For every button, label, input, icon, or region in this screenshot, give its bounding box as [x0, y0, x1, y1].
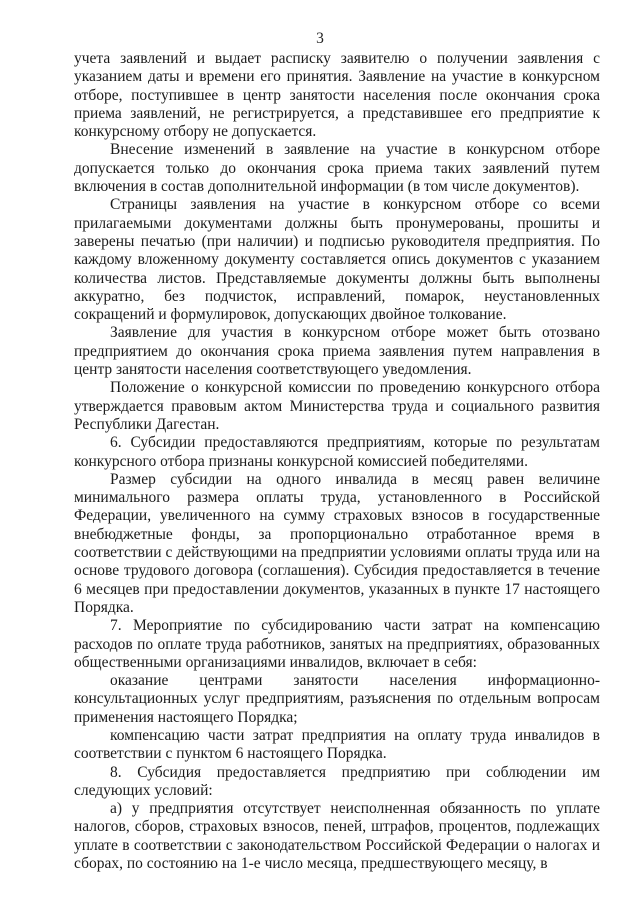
page-number: 3	[316, 30, 324, 47]
paragraph: Положение о конкурсной комиссии по проведению конкурсного отбора утверждается правовым актом Министерства труда и социального развития Республики Дагестан.	[74, 379, 600, 433]
paragraph: учета заявлений и выдает расписку заявителю о получении заявления с указанием даты и времени его принятия. Заявление на участие в конкурсном отборе, поступившее в центр занятости населения после окончания срока приема заявлений, не регистрируется, а представившее его предприятие к конкурсному отбору не допускается.	[74, 50, 600, 141]
paragraph: 7. Мероприятие по субсидированию части затрат на компенсацию расходов по оплате труда работников, занятых на предприятиях, образованных общественными организациями инвалидов, включает в себя:	[74, 617, 600, 671]
paragraph: Страницы заявления на участие в конкурсном отборе со всеми прилагаемыми документами должны быть пронумерованы, прошиты и заверены печатью (при наличии) и подписью руководителя предприятия. По каждому вложенному документу составляется опись документов с указанием количества листов. Представляемые документы должны быть выполнены аккуратно, без подчисток, исправлений, помарок, неустановленных сокращений и формулировок, допускающих двойное толкование.	[74, 196, 600, 324]
paragraph: 8. Субсидия предоставляется предприятию при соблюдении им следующих условий:	[74, 763, 600, 799]
paragraph: 6. Субсидии предоставляются предприятиям, которые по результатам конкурсного отбора признаны конкурсной комиссией победителями.	[74, 434, 600, 470]
paragraph: Размер субсидии на одного инвалида в месяц равен величине минимального размера оплаты труда, установленного в Российской Федерации, увеличенного на сумму страховых взносов в государственные внебюджетные фонды, за пропорционально отработанное время в соответствии с действующими на предприятии условиями оплаты труда или на основе трудового договора (соглашения). Субсидия предоставляется в течение 6 месяцев при предоставлении документов, указанных в пункте 17 настоящего Порядка.	[74, 470, 600, 616]
paragraph: оказание центрами занятости населения информационно-консультационных услуг предприятиям, разъяснения по отдельным вопросам применения настоящего Порядка;	[74, 672, 600, 726]
paragraph: а) у предприятия отсутствует неисполненная обязанность по уплате налогов, сборов, страховых взносов, пеней, штрафов, процентов, подлежащих уплате в соответствии с законодательством Российской Федерации о налогах и сборах, по состоянию на 1-е число месяца, предшествующего месяцу, в	[74, 800, 600, 873]
paragraph: Заявление для участия в конкурсном отборе может быть отозвано предприятием до окончания срока приема заявления путем направления в центр занятости населения соответствующего уведомления.	[74, 324, 600, 379]
document-body	[74, 50, 600, 873]
paragraph: Внесение изменений в заявление на участие в конкурсном отборе допускается только до окончания срока приема таких заявлений путем включения в состав дополнительной информации (в том числе документов).	[74, 141, 600, 196]
paragraph: компенсацию части затрат предприятия на оплату труда инвалидов в соответствии с пунктом 6 настоящего Порядка.	[74, 726, 600, 763]
